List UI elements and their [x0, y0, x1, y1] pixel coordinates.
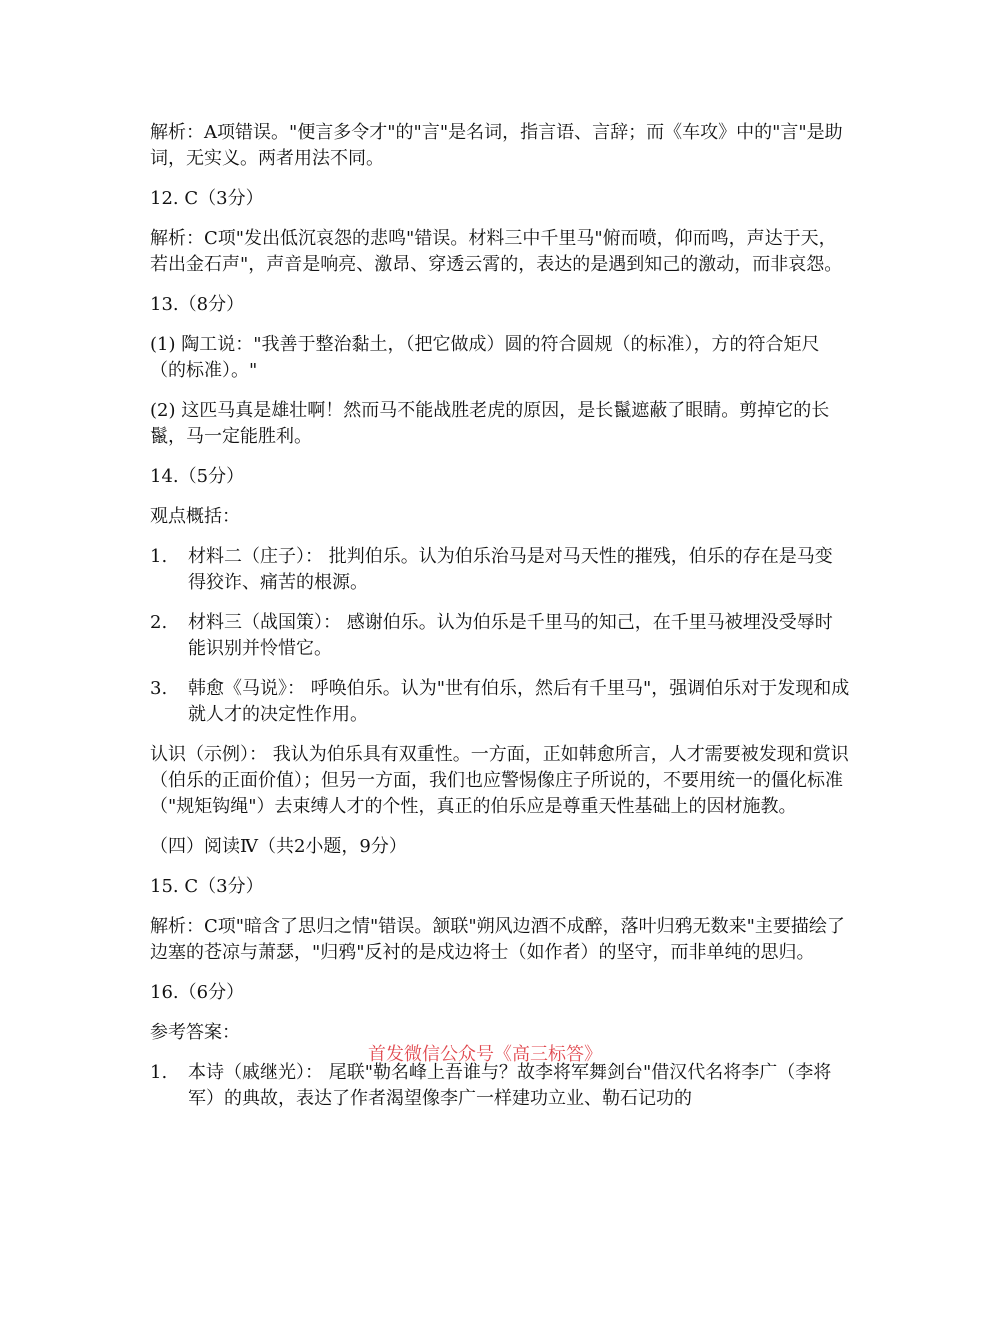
q13-answer-2: (2) 这匹马真是雄壮啊！然而马不能战胜老虎的原因，是长鬣遮蔽了眼睛。剪掉它的长鬣，马一定能胜利。 — [150, 400, 830, 447]
answer-content — [150, 120, 850, 1126]
q11-analysis: 解析：A项错误。"便言多令才"的"言"是名词，指言语、言辞；而《车攻》中的"言"是助词，无实义。两者用法不同。 — [150, 122, 843, 169]
q12-heading: 12. C（3分） — [150, 188, 264, 209]
q12-analysis: 解析：C项"发出低沉哀怨的悲鸣"错误。材料三中千里马"俯而喷，仰而鸣，声达于天，若出金石声"，声音是响亮、激昂、穿透云霄的，表达的是遇到知己的激动，而非哀怨。 — [150, 228, 843, 275]
list-item-text: 材料三（战国策）： 感谢伯乐。认为伯乐是千里马的知己，在千里马被埋没受辱时能识别并怜惜它。 — [188, 612, 833, 659]
watermark-text: 首发微信公众号《高三标答》 — [368, 1044, 602, 1065]
q16-heading: 16.（6分） — [150, 982, 245, 1003]
q16-reference-label: 参考答案： — [150, 1022, 240, 1043]
list-item-number: 1. — [150, 546, 168, 567]
list-item-number: 3. — [150, 678, 168, 699]
part4-heading: （四）阅读Ⅳ（共2小题，9分） — [150, 836, 407, 857]
list-item-text: 本诗（戚继光）： 尾联"勒名峰上吾谁与？故李将军舞剑台"借汉代名将李广（李将军）的典故，表达了作者渴望像李广一样建功立业、勒石记功的 — [188, 1062, 832, 1109]
q14-view: 认识（示例）： 我认为伯乐具有双重性。一方面，正如韩愈所言，人才需要被发现和赏识（伯乐的正面价值）；但另一方面，我们也应警惕像庄子所说的，不要用统一的僵化标准（"规矩钩绳"）去束缚人才的个性，真正的伯乐应是尊重天性基础上的因材施教。 — [150, 744, 849, 817]
q14-heading: 14.（5分） — [150, 466, 245, 487]
q14-summary-label: 观点概括： — [150, 506, 240, 527]
list-item — [150, 610, 850, 662]
list-item — [150, 544, 850, 596]
list-item — [150, 676, 850, 728]
q13-answer-1: (1) 陶工说："我善于整治黏土，（把它做成）圆的符合圆规（的标准），方的符合矩尺（的标准）。" — [150, 334, 820, 381]
q13-heading: 13.（8分） — [150, 294, 245, 315]
list-item-text: 韩愈《马说》： 呼唤伯乐。认为"世有伯乐，然后有千里马"，强调伯乐对于发现和成就人才的决定性作用。 — [188, 678, 850, 725]
list-item-text: 材料二（庄子）： 批判伯乐。认为伯乐治马是对马天性的摧残，伯乐的存在是马变得狡诈、痛苦的根源。 — [188, 546, 833, 593]
q15-analysis: 解析：C项"暗含了思归之情"错误。颔联"朔风边酒不成醉，落叶归鸦无数来"主要描绘了边塞的苍凉与萧瑟，"归鸦"反衬的是戍边将士（如作者）的坚守，而非单纯的思归。 — [150, 916, 845, 963]
q15-heading: 15. C（3分） — [150, 876, 264, 897]
list-item-number: 1. — [150, 1062, 168, 1083]
list-item-number: 2. — [150, 612, 168, 633]
